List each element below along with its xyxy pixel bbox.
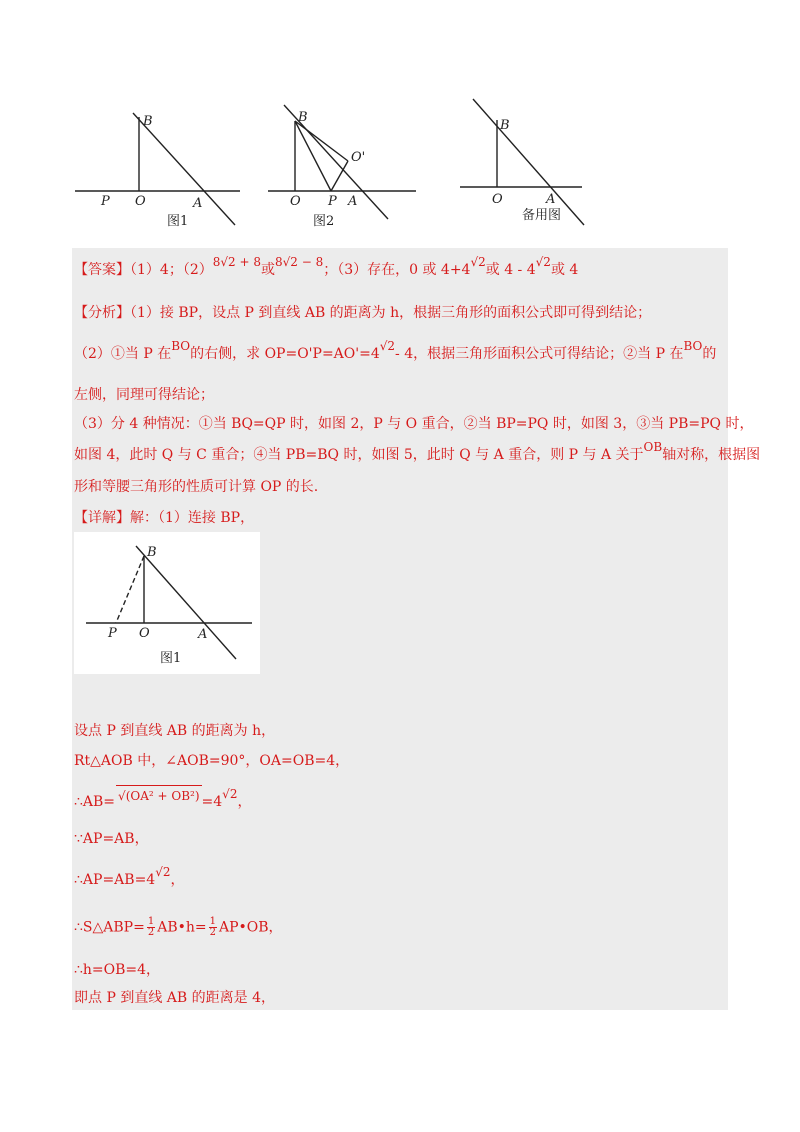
detail-step-3c: ， [237,794,252,810]
analysis-text-5a: 如图 4，此时 Q 与 C 重合；④当 PB=BQ 时，如图 5，此时 Q 与 A 重合，则 P 与 A 关于 [74,447,644,463]
fig2-label-b: B [298,110,308,125]
figure-3 [460,95,640,230]
detail-step-5a: ∴AP=AB=4 [74,872,156,888]
detail-fig-label-b: B [147,545,157,560]
analysis-tag: 【分析】 [74,305,130,321]
detail-tag: 【详解】 [74,510,130,526]
fig3-label-a: A [546,192,556,207]
detail-step-5 [74,865,724,890]
analysis-line-6: 形和等腰三角形的性质可计算 OP 的长. [74,479,319,495]
fraction-2-den: 2 [209,927,216,938]
analysis-line-5 [74,440,761,465]
analysis-text-5b: 轴对称，根据图 [662,447,761,463]
detail-step-8: 即点 P 到直线 AB 的距离是 4， [74,990,275,1006]
detail-fraction-1 [147,917,155,938]
fig1-label-b: B [143,114,153,129]
detail-step-3 [74,787,724,812]
detail-fraction-2 [209,917,217,938]
answer-tag: 【答案】 [74,262,130,278]
detail-head [74,508,724,528]
analysis-text-2c: - 4，根据三角形面积公式可得结论；②当 P 在 [395,346,684,362]
answer-text-4: 或 4 [550,262,579,278]
detail-fig-label-o: O [139,626,150,641]
fig1-label-a: A [193,196,203,211]
fig1-label-p: P [101,194,110,209]
fig2-caption: 图2 [313,214,335,229]
answer-sqrt-a: √2 [470,255,486,269]
fig3-caption: 备用图 [522,208,562,223]
analysis-text-2d: 的 [702,346,717,362]
analysis-line-3: 左侧，同理可得结论； [74,387,214,403]
detail-step-6c: AP•OB， [218,919,283,936]
fraction-1-den: 2 [147,927,155,938]
detail-head-text: 解：（1）连接 BP， [130,510,255,526]
analysis-ob: OB [643,440,663,454]
fig1-caption: 图1 [167,214,189,229]
answer-text-3: 或 4 - 4 [485,262,536,278]
answer-line [74,255,724,280]
analysis-line-2 [74,339,724,364]
detail-step-6b: AB•h= [157,919,207,936]
figure-2 [268,95,448,230]
detail-step-5b: ， [170,872,185,888]
analysis-sqrt: √2 [379,339,396,353]
fig3-label-o: O [492,192,503,207]
detail-fig-label-p: P [108,626,117,641]
detail-step-3-sqrt: √2 [222,787,238,801]
fig2-label-p: P [328,194,337,209]
fig2-label-a: A [348,194,358,209]
analysis-line-1 [74,303,724,323]
fig3-label-b: B [500,118,510,133]
fig2-label-o: O [290,194,301,209]
analysis-line-4: （3）分 4 种情况：①当 BQ=QP 时，如图 2，P 与 O 重合，②当 BP=PQ 时，如图 3，③当 PB=PQ 时， [74,416,754,432]
detail-fig-label-a: A [198,627,208,642]
answer-text-1: （1）4；（2） [130,262,213,278]
detail-step-3a: ∴AB= [74,794,116,810]
analysis-bo-1: BO [171,339,191,353]
detail-figure-svg [74,532,260,674]
fig2-label-o2: O' [351,150,366,165]
analysis-text-1: （1）接 BP，设点 P 到直线 AB 的距离为 h，根据三角形的面积公式即可得到结论； [130,305,652,321]
detail-step-6a: ∴S△ABP= [74,919,145,936]
analysis-text-2a: （2）①当 P 在 [74,346,172,362]
analysis-bo-2: BO [683,339,703,353]
detail-step-7: ∴h=OB=4， [74,962,161,978]
analysis-text-2b: 的右侧，求 OP=O'P=AO'=4 [190,346,380,362]
answer-val-2: 8√2 − 8 [274,255,324,269]
figure-row [70,95,730,245]
detail-step-5-sqrt: √2 [155,865,171,879]
detail-step-1: 设点 P 到直线 AB 的距离为 h， [74,723,276,739]
detail-step-3b: =4 [201,794,223,810]
figure-1 [75,95,245,230]
answer-text-2: ；（3）存在，0 或 4+4 [323,262,471,278]
detail-figure [74,532,260,674]
detail-step-2: Rt△AOB 中，∠AOB=90°，OA=OB=4， [74,753,350,769]
answer-val-1: 8√2 + 8 [212,255,261,269]
detail-step-6 [74,917,724,938]
detail-fig-caption: 图1 [160,651,182,666]
answer-or-1: 或 [260,262,275,278]
detail-step-3-radical: √(OA² + OB²) [116,785,201,806]
fraction-2-num: 1 [209,916,216,927]
fraction-1-num: 1 [147,916,155,927]
answer-sqrt-b: √2 [535,255,551,269]
detail-step-4: ∵AP=AB， [74,831,149,847]
fig1-label-o: O [135,194,146,209]
